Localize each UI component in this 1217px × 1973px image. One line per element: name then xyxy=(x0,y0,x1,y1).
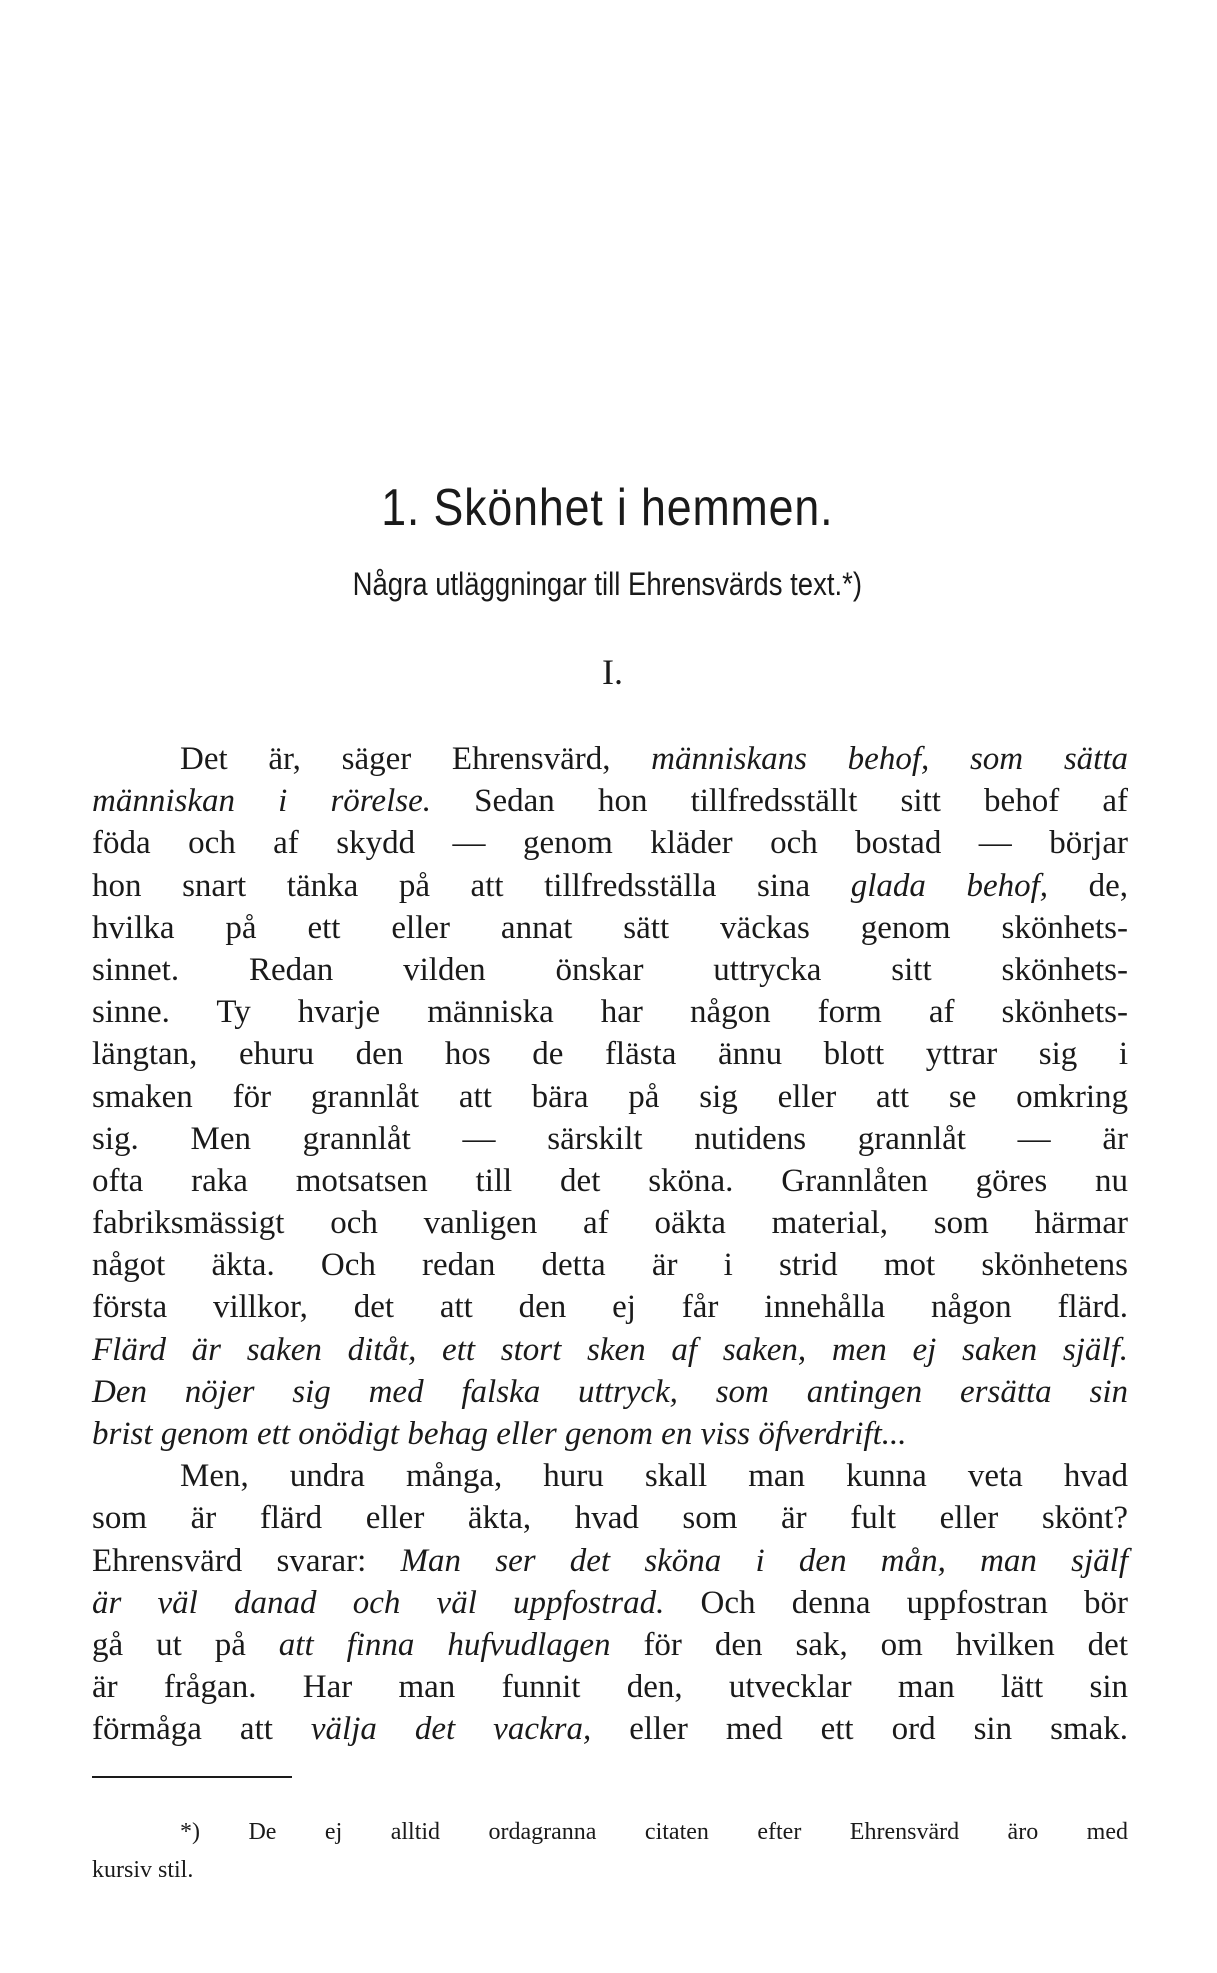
body-paragraphs xyxy=(92,738,1128,1751)
text-line: fabriksmässigt och vanligen af oäkta material, som härmar xyxy=(92,1205,1128,1242)
text-run: Det är, säger Ehrensvärd, xyxy=(180,741,652,777)
italic-run: Flärd är saken ditåt, ett stort sken af saken, men ej saken själf. xyxy=(92,1331,1128,1368)
text-line xyxy=(92,1329,1128,1371)
text-run: Sedan hon tillfredsställt sitt behof af xyxy=(430,783,1128,820)
text-line: är frågan. Har man funnit den, utvecklar man lätt sin xyxy=(92,1669,1128,1706)
text-line: hvilka på ett eller annat sätt väckas genom skönhets- xyxy=(92,909,1128,946)
chapter-title: 1. Skönhet i hemmen. xyxy=(381,479,834,537)
text-line xyxy=(92,1624,1128,1666)
text-line: som är flärd eller äkta, hvad som är fult eller skönt? xyxy=(92,1500,1128,1537)
text-run: eller med ett ord sin smak. xyxy=(591,1711,1128,1748)
text-run: för den sak, om hvilken det xyxy=(610,1626,1128,1663)
text-line xyxy=(92,1371,1128,1413)
text-run: Och denna uppfostran bör xyxy=(664,1584,1128,1621)
text-line xyxy=(92,865,1128,907)
italic-run: människans behof, som sätta xyxy=(651,741,1128,777)
italic-run: Man ser det sköna i den mån, man själf xyxy=(400,1542,1129,1579)
text-run: de, xyxy=(1048,867,1129,904)
text-line: föda och af skydd — genom kläder och bostad — börjar xyxy=(92,825,1128,862)
section-number: I. xyxy=(602,652,623,692)
text-line: sinnet. Redan vilden önskar uttrycka sitt skönhets- xyxy=(92,951,1128,988)
text-line: Men, undra många, huru skall man kunna veta hvad xyxy=(180,1458,1128,1495)
italic-run: är väl danad och väl uppfostrad. xyxy=(92,1584,665,1621)
text-run: gå ut på xyxy=(92,1626,279,1663)
text-line: sinne. Ty hvarje människa har någon form af skönhets- xyxy=(92,994,1128,1031)
text-line: längtan, ehuru den hos de flästa ännu blott yttrar sig i xyxy=(92,1036,1128,1073)
text-run: Ehrensvärd svarar: xyxy=(92,1542,401,1579)
text-line xyxy=(92,780,1128,822)
text-run: förmåga att xyxy=(92,1711,311,1748)
italic-run: att finna hufvudlagen xyxy=(278,1626,611,1663)
footnote-line: *) De ej alltid ordagranna citaten efter Ehrensvärd äro med xyxy=(180,1819,1128,1845)
text-line xyxy=(92,1413,1128,1455)
text-run: hon snart tänka på att tillfredsställa sina xyxy=(92,867,851,904)
text-line xyxy=(92,1582,1128,1624)
text-line xyxy=(92,1540,1128,1582)
italic-run: människan i rörelse. xyxy=(92,783,431,820)
footnote-divider xyxy=(92,1776,292,1778)
footnote-line: kursiv stil. xyxy=(92,1857,194,1883)
text-line: första villkor, det att den ej får innehålla någon flärd. xyxy=(92,1289,1128,1326)
italic-run: Den nöjer sig med falska uttryck, som antingen ersätta sin xyxy=(92,1373,1128,1410)
text-line xyxy=(92,1708,1128,1750)
chapter-subtitle: Några utläggningar till Ehrensvärds text.*) xyxy=(352,566,862,602)
italic-run: välja det vackra, xyxy=(310,1711,592,1748)
text-line: ofta raka motsatsen till det sköna. Grannlåten göres nu xyxy=(92,1162,1128,1199)
footnote xyxy=(92,1813,1128,1889)
italic-run: brist genom ett onödigt behag eller genom en viss öfverdrift... xyxy=(92,1416,907,1452)
text-line xyxy=(92,738,1128,780)
text-line: smaken för grannlåt att bära på sig eller att se omkring xyxy=(92,1078,1128,1115)
text-line: något äkta. Och redan detta är i strid mot skönhetens xyxy=(92,1247,1128,1284)
text-line: sig. Men grannlåt — särskilt nutidens grannlåt — är xyxy=(92,1120,1128,1157)
italic-run: glada behof, xyxy=(850,867,1049,904)
